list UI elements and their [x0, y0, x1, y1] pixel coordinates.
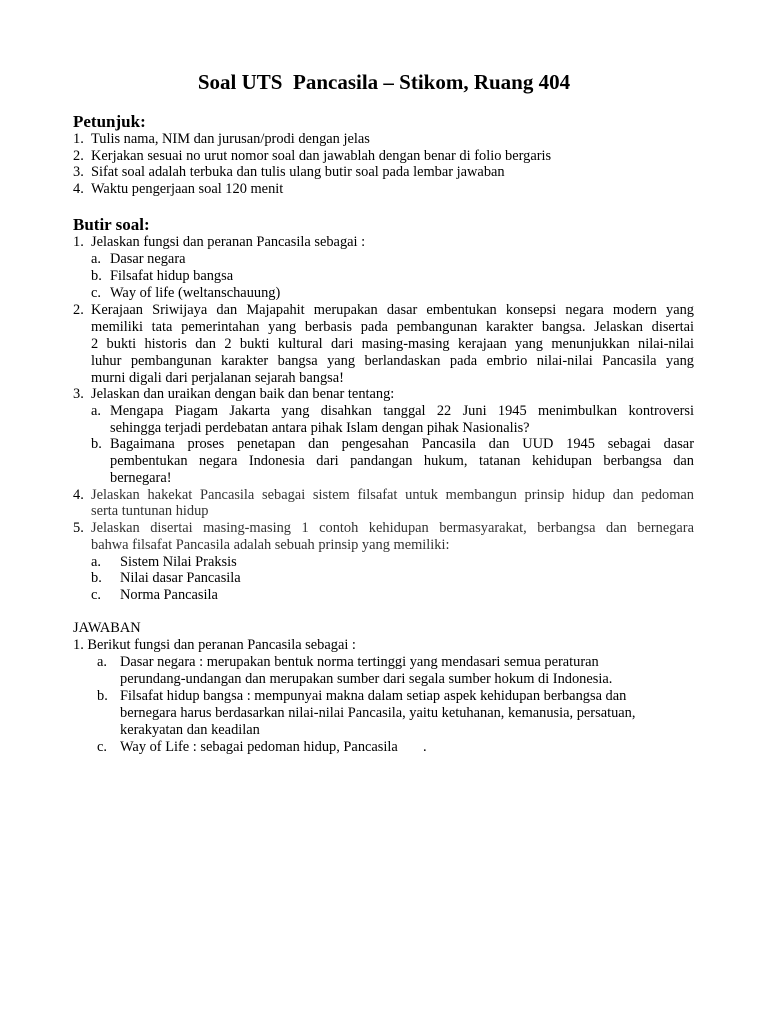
question-2-line: murni digali dari perjalanan sejarah bangsa! — [91, 370, 344, 386]
answer-item-line: Filsafat hidup bangsa : mempunyai makna dalam setiap aspek kehidupan berbangsa dan — [120, 688, 627, 704]
question-text: Jelaskan fungsi dan peranan Pancasila sebagai : — [91, 234, 366, 250]
question-2-line: luhur pembangunan karakter bangsa yang berlandaskan pada embrio nilai-nilai Pancasila yang — [91, 353, 694, 369]
question-3-sub-b-line: pembentukan negara Indonesia dari pandangan hukum, tatanan kehidupan berbangsa dan — [110, 453, 694, 469]
question-text: Jelaskan dan uraikan dengan baik dan benar tentang: — [91, 386, 395, 402]
question-number: 3. — [73, 386, 84, 402]
question-number: 4. — [73, 487, 84, 503]
question-3-sub-a-line: Mengapa Piagam Jakarta yang disahkan tanggal 22 Juni 1945 menimbulkan kontroversi — [110, 403, 694, 419]
petunjuk-item-number: 2. — [73, 148, 84, 164]
sub-item-text: Nilai dasar Pancasila — [120, 570, 241, 586]
sub-item-text: Sistem Nilai Praksis — [120, 554, 237, 570]
question-number: 2. — [73, 302, 84, 318]
question-3-sub-b-line: bernegara! — [110, 470, 172, 486]
sub-item-letter: a. — [91, 251, 101, 267]
answer-item-line: Dasar negara : merupakan bentuk norma tertinggi yang mendasari semua peraturan — [120, 654, 599, 670]
question-5-line: bahwa filsafat Pancasila adalah sebuah prinsip yang memiliki: — [91, 537, 450, 553]
question-2-line: Kerajaan Sriwijaya dan Majapahit merupakan dasar embentukan konsepsi negara modern yang — [91, 302, 694, 318]
sub-item-letter: a. — [91, 403, 101, 419]
document-title: Soal UTS Pancasila – Stikom, Ruang 404 — [197, 70, 571, 94]
butir-soal-heading: Butir soal: — [73, 215, 150, 234]
sub-item-text: Dasar negara — [110, 251, 186, 267]
sub-item-text: Norma Pancasila — [120, 587, 218, 603]
sub-item-letter: b. — [91, 268, 102, 284]
sub-item-letter: c. — [91, 285, 101, 301]
petunjuk-item-text: Tulis nama, NIM dan jurusan/prodi dengan jelas — [91, 131, 370, 147]
petunjuk-item-text: Sifat soal adalah terbuka dan tulis ulang butir soal pada lembar jawaban — [91, 164, 505, 180]
question-number: 1. — [73, 234, 84, 250]
answer-item-letter: b. — [97, 688, 108, 704]
answer-item-letter: a. — [97, 654, 107, 670]
jawaban-intro: 1. Berikut fungsi dan peranan Pancasila sebagai : — [73, 637, 356, 653]
question-3-sub-b-line: Bagaimana proses penetapan dan pengesahan Pancasila dan UUD 1945 sebagai dasar — [110, 436, 694, 452]
sub-item-letter: a. — [91, 554, 101, 570]
petunjuk-item-number: 1. — [73, 131, 84, 147]
sub-item-letter: b. — [91, 570, 102, 586]
petunjuk-item-number: 4. — [73, 181, 84, 197]
jawaban-heading: JAWABAN — [73, 620, 141, 636]
petunjuk-heading: Petunjuk: — [73, 112, 146, 131]
petunjuk-item-text: Kerjakan sesuai no urut nomor soal dan jawablah dengan benar di folio bergaris — [91, 148, 552, 164]
petunjuk-item-number: 3. — [73, 164, 84, 180]
sub-item-letter: c. — [91, 587, 101, 603]
question-number: 5. — [73, 520, 84, 536]
question-4-line: Jelaskan hakekat Pancasila sebagai sistem filsafat untuk membangun prinsip hidup dan pedoman — [91, 487, 694, 503]
question-4-line: serta tuntunan hidup — [91, 503, 209, 519]
question-3-sub-a-line: sehingga terjadi perdebatan antara pihak Islam dengan pihak Nasionalis? — [110, 420, 530, 436]
sub-item-text: Filsafat hidup bangsa — [110, 268, 234, 284]
petunjuk-item-text: Waktu pengerjaan soal 120 menit — [91, 181, 284, 197]
sub-item-letter: b. — [91, 436, 102, 452]
answer-item-line: perundang-undangan dan merupakan sumber dari segala sumber hokum di Indonesia. — [120, 671, 613, 687]
question-5-line: Jelaskan disertai masing-masing 1 contoh kehidupan bermasyarakat, berbangsa dan bernegara — [91, 520, 694, 536]
answer-item-line: kerakyatan dan keadilan — [120, 722, 260, 738]
sub-item-text: Way of life (weltanschauung) — [110, 285, 281, 301]
question-2-line: memiliki tata pemerintahan yang berbasis pada pembangunan karakter bangsa. Jelaskan disertai — [91, 319, 694, 335]
answer-item-line: bernegara harus berdasarkan nilai-nilai Pancasila, yaitu ketuhanan, kemanusia, persatuan, — [120, 705, 636, 721]
answer-item-line: Way of Life : sebagai pedoman hidup, Pancasila . — [120, 739, 427, 755]
question-2-line: 2 bukti historis dan 2 bukti kultural dari masing-masing kerajaan yang menunjukkan nilai-nilai — [91, 336, 694, 352]
answer-item-letter: c. — [97, 739, 107, 755]
